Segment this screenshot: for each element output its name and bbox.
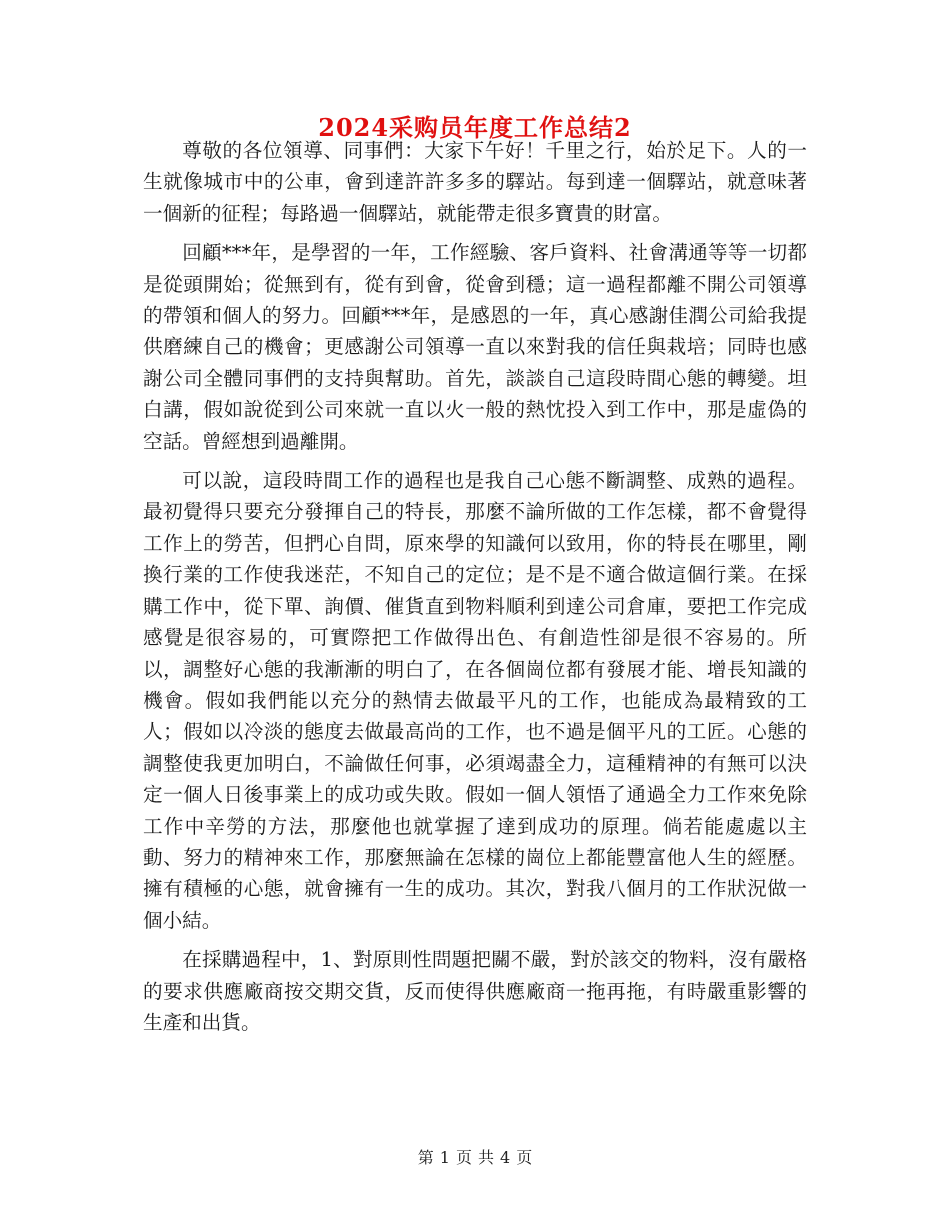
paragraph-greeting: 尊敬的各位領導、同事們：大家下午好！千里之行，始於足下。人的一生就像城市中的公車，會到達許許多多的驛站。每到達一個驛站，就意味著一個新的征程；每路過一個驛站，就能帶走很多寶貴的財富。 — [143, 139, 807, 225]
document-title: 2024采购员年度工作总结2 — [318, 113, 632, 142]
footer-prefix: 第 — [417, 1148, 434, 1167]
paragraph-review: 回顧***年，是學習的一年，工作經驗、客戶資料、社會溝通等等一切都是從頭開始；從無到有，從有到會，從會到穩；這一過程都離不開公司領導的帶領和個人的努力。回顧***年，是感恩的一年，真心感謝佳潤公司給我提供磨練自己的機會；更感謝公司領導一直以來對我的信任與栽培；同時也感謝公司全體同事們的支持與幫助。首先，談談自己這段時間心態的轉變。坦白講，假如說從到公司來就一直以火一般的熱忱投入到工作中，那是虛偽的空話。曾經想到過離開。 — [143, 241, 807, 453]
footer-total-pages: 4 — [500, 1148, 511, 1167]
paragraph-mindset: 可以說，這段時間工作的過程也是我自己心態不斷調整、成熟的過程。最初覺得只要充分發揮自己的特長，那麼不論所做的工作怎樣，都不會覺得工作上的勞苦，但捫心自問，原來學的知識何以致用，你的特長在哪里，剛換行業的工作使我迷茫，不知自己的定位；是不是不適合做這個行業。在採購工作中，從下單、詢價、催貨直到物料順利到達公司倉庫，要把工作完成感覺是很容易的，可實際把工作做得出色、有創造性卻是很不容易的。所以，調整好心態的我漸漸的明白了，在各個崗位都有發展才能、增長知識的機會。假如我們能以充分的熱情去做最平凡的工作，也能成為最精致的工人；假如以冷淡的態度去做最高尚的工作，也不過是個平凡的工匠。心態的調整使我更加明白，不論做任何事，必須竭盡全力，這種精神的有無可以決定一個人日後事業上的成功或失敗。假如一個人領悟了通過全力工作來免除工作中辛勞的方法，那麼他也就掌握了達到成功的原理。倘若能處處以主動、努力的精神來工作，那麼無論在怎樣的崗位上都能豐富他人生的經歷。擁有積極的心態，就會擁有一生的成功。其次，對我八個月的工作狀況做一個小結。 — [143, 469, 807, 932]
footer-suffix: 页 — [516, 1148, 533, 1167]
footer-total-word: 共 — [478, 1148, 495, 1167]
footer-current-page: 1 — [439, 1148, 450, 1167]
paragraph-procurement: 在採購過程中，1、對原則性問題把關不嚴，對於該交的物料，沒有嚴格的要求供應廠商按交期交貨，反而使得供應廠商一拖再拖，有時嚴重影響的生產和出貨。 — [143, 948, 807, 1034]
document-body — [143, 135, 807, 1046]
page-footer — [0, 1148, 950, 1168]
footer-page-word: 页 — [455, 1148, 472, 1167]
